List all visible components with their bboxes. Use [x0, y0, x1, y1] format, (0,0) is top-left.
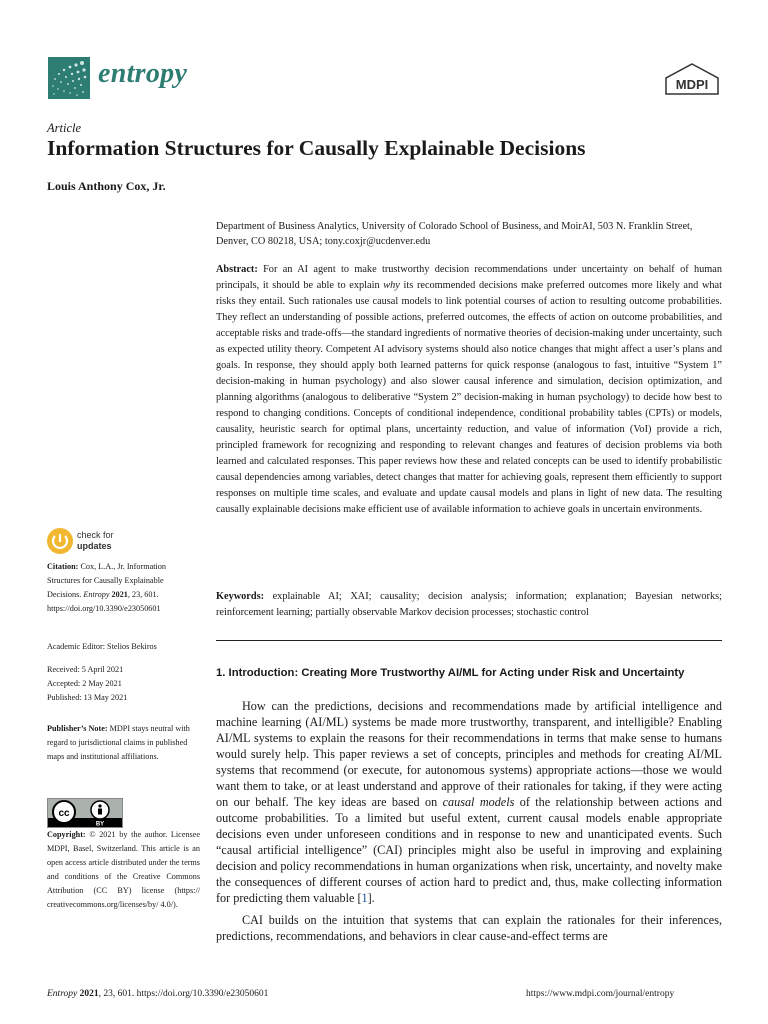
svg-text:MDPI: MDPI: [675, 77, 709, 92]
citation-text-b: , 23, 601. https://doi.org/10.3390/e23050601: [47, 590, 161, 613]
footer-citation: [47, 989, 268, 999]
para1-text-a: How can the predictions, decisions and recommendations made by artificial intelligence and machine learning (AI/ML) systems be made more trustworthy, transparent, and intelligible? Enabling AI/ML systems to explain the reasons for their recommendations in terms that make sense to humans would surely help. This paper reviews a set of concepts, principles and methods for creating AI/ML systems that recommend (or execute, for autonomous systems) appropriate actions—those we would want them to take, or at least understand and approve of their rationales for taking, if they were acting on our behalf. The key ideas are based on: [216, 699, 722, 809]
section-heading: 1. Introduction: Creating More Trustworthy AI/ML for Acting under Risk and Uncertainty: [216, 667, 685, 679]
page-title: Information Structures for Causally Explainable Decisions: [47, 136, 586, 160]
check-updates-label: [77, 530, 114, 552]
journal-logo-icon: [48, 57, 90, 99]
mdpi-logo: [664, 62, 720, 101]
para1-emphasis: causal models: [442, 795, 515, 809]
received-date: Received: 5 April 2021: [47, 665, 124, 674]
citation-journal: Entropy: [83, 590, 110, 599]
affiliation: [216, 219, 722, 249]
para1-text-b: of the relationship between actions and outcome probabilities. To a limited but useful extent, current causal models enable appropriate decisions even under unforeseen conditions and in response to new and unanticipated events. Such “causal artificial intelligence” (CAI) principles might also be useful in improving and explaining decision and policy recommendations in human organizations when risk, uncertainty, and novelty make the consequences of different courses of action hard to predict and, thus, make collecting information for predicting them valuable [: [216, 795, 722, 905]
body-paragraph: [216, 698, 722, 906]
article-type: Article: [47, 121, 82, 135]
check-updates-line1: check for: [77, 530, 114, 540]
abstract-label: Abstract:: [216, 264, 258, 275]
keywords-text: explainable AI; XAI; causality; decision analysis; information; explanation; Bayesian networks; reinforcement learning; partially observable Markov decision processes; stochastic control: [216, 591, 722, 618]
publisher-note-label: Publisher’s Note:: [47, 724, 108, 733]
footer-year: 2021: [77, 989, 99, 999]
section-divider: [216, 640, 722, 641]
affiliation-line1: Department of Business Analytics, University of Colorado School of Business, and MoirAI, 503 N. Franklin Street,: [216, 221, 693, 232]
check-updates-icon: [47, 528, 73, 554]
author-name: Louis Anthony Cox, Jr.: [47, 179, 166, 193]
copyright: [47, 828, 200, 912]
footer-journal: Entropy: [47, 989, 78, 999]
reference-link[interactable]: 1: [361, 891, 368, 905]
copyright-label: Copyright:: [47, 830, 86, 839]
svg-text:cc: cc: [58, 808, 70, 819]
citation-label: Citation:: [47, 562, 79, 571]
abstract-text-a: For an AI agent to make trustworthy decision recommendations under uncertainty on behalf of human principals, it should be able to explain: [216, 264, 722, 291]
footer-journal-url[interactable]: https://www.mdpi.com/journal/entropy: [526, 989, 675, 999]
abstract-text-b: its recommended decisions make preferred outcomes more likely and what risks they entail. Such rationales use causal models to link potential courses of action to resulting outcome probabilities. They reflect an understanding of possible actions, preferred outcomes, the effects of action on outcome probabilities, and acceptable risks and trade-offs—the standard ingredients of normative theories of decision-making under uncertainty, such as expected utility theory. Competent AI advisory systems should also notice changes that might affect a user’s plans and goals. In response, they should apply both learned patterns for quick response (analogous to fast, intuitive “System 1” decision-making in human psychology) and also slower causal inference and simulation, decision optimization, and planning algorithms (analogous to deliberative “System 2” decision-making in human psychology) to decide how best to respond to changing conditions. Concepts of conditional independence, conditional probability tables (CPTs) or models, causality, heuristic search for optimal plans, uncertainty reduction, and value of information (VoI) provide a rich, principled framework for recognizing and responding to relevant changes and features of decision problems via both learned and calculated responses. This paper reviews how these and related concepts can be used to identify probabilistic causal dependencies among variables, detect changes that matter for achieving goals, represent them efficiently to support responses on multiple time scales, and evaluate and update causal models and plans in light of new data. The resulting causally explainable decisions make efficient use of available information to achieve goals in uncertain environments.: [216, 280, 722, 515]
abstract: [216, 262, 722, 518]
publisher-note: [47, 722, 200, 764]
svg-text:BY: BY: [95, 821, 105, 827]
citation-text-a: Cox, L.A., Jr. Information Structures for Causally Explainable Decisions.: [47, 562, 166, 599]
para1-text-c: ].: [367, 891, 375, 905]
footer-doi: , 23, 601. https://doi.org/10.3390/e23050601: [98, 989, 269, 999]
keywords-label: Keywords:: [216, 591, 265, 602]
published-date: Published: 13 May 2021: [47, 693, 128, 702]
cc-by-license-icon[interactable]: [47, 798, 123, 828]
publisher-note-text: MDPI stays neutral with regard to jurisdictional claims in published maps and institutional affiliations.: [47, 724, 190, 761]
academic-editor: Academic Editor: Stelios Bekiros: [47, 642, 157, 651]
check-for-updates-button[interactable]: [47, 528, 177, 556]
citation-year: 2021: [109, 590, 128, 599]
check-updates-line2: updates: [77, 541, 112, 551]
abstract-emphasis: why: [383, 280, 400, 291]
keywords: [216, 589, 722, 621]
body-paragraph: CAI builds on the intuition that systems that can explain the rationales for their inferences, predictions, recommendations, and behaviors in clear cause-and-effect terms are: [216, 913, 722, 943]
citation: [47, 560, 200, 616]
accepted-date: Accepted: 2 May 2021: [47, 679, 122, 688]
copyright-text: © 2021 by the author. Licensee MDPI, Basel, Switzerland. This article is an open access article distributed under the terms and conditions of the Creative Commons Attribution (CC BY) license (https:// creativecommons.org/licenses/by/ 4.0/).: [47, 830, 200, 909]
affiliation-line2: Denver, CO 80218, USA; tony.coxjr@ucdenver.edu: [216, 236, 431, 247]
journal-name: entropy: [98, 58, 188, 89]
